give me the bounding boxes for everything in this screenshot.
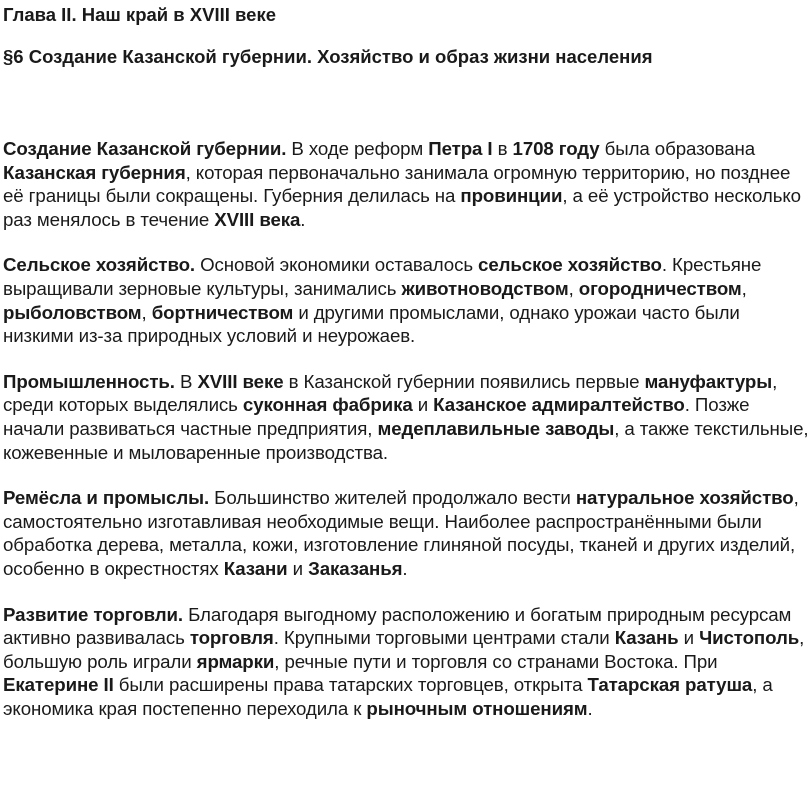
bold-term: Ремёсла и промыслы. bbox=[3, 487, 210, 509]
section-title: §6 Создание Казанской губернии. Хозяйство и образ жизни населения bbox=[3, 46, 653, 67]
text-run: была образована bbox=[599, 138, 756, 159]
text-run: , речные пути и торговля со странами Востока. При bbox=[274, 650, 718, 672]
text-run: . bbox=[300, 208, 306, 230]
bold-term: Промышленность. bbox=[3, 370, 175, 392]
text-run: . bbox=[587, 697, 593, 719]
bold-term: 1708 году bbox=[512, 138, 600, 159]
bold-term: животноводством bbox=[401, 277, 569, 299]
text-run: . Крестьяне выращивали зерновые культуры, занимались bbox=[3, 254, 762, 299]
bold-term: медеплавильные заводы bbox=[377, 417, 615, 439]
bold-term: сельское хозяйство bbox=[478, 254, 662, 276]
text-run: , самостоятельно изготавливая необходимые вещи. Наиболее распространёнными были обработка дерева, металла, кожи, изготовление глиняной посуды, тканей и других изделий, особенно в окрестностях bbox=[3, 487, 799, 579]
bold-term: рыночным отношениям bbox=[366, 697, 588, 719]
bold-term: Заказанья bbox=[308, 557, 403, 579]
paragraph-agriculture bbox=[3, 253, 809, 347]
paragraph-industry bbox=[3, 370, 809, 464]
text-run: и bbox=[287, 557, 309, 579]
bold-term: ярмарки bbox=[196, 650, 275, 672]
bold-term: Казань bbox=[614, 627, 679, 649]
bold-term: огородничеством bbox=[578, 277, 742, 299]
bold-term: рыболовством bbox=[3, 301, 142, 323]
bold-term: натуральное хозяйство bbox=[575, 487, 794, 509]
bold-term: XVIII века bbox=[214, 208, 301, 230]
bold-term: XVIII веке bbox=[197, 370, 284, 392]
text-run: . bbox=[402, 557, 408, 579]
paragraph-kazan-governorate bbox=[3, 137, 809, 231]
text-run: были расширены права татарских торговцев, открыта bbox=[113, 674, 588, 696]
bold-term: суконная фабрика bbox=[242, 394, 413, 416]
bold-term: Создание Казанской губернии. bbox=[3, 138, 287, 159]
bold-term: торговля bbox=[189, 627, 274, 649]
bold-term: Петра I bbox=[428, 138, 493, 159]
bold-term: Екатерине II bbox=[3, 674, 114, 696]
bold-term: Казанская губерния bbox=[3, 161, 186, 183]
bold-term: Казани bbox=[223, 557, 288, 579]
bold-term: Развитие торговли. bbox=[3, 603, 184, 625]
text-run: и bbox=[412, 394, 434, 416]
paragraph-trade bbox=[3, 603, 809, 721]
text-run: , большую роль играли bbox=[3, 627, 805, 672]
text-run: . Позже начали развиваться частные предприятия, bbox=[3, 394, 750, 439]
bold-term: Татарская ратуша bbox=[587, 674, 753, 696]
text-run: , а также текстильные, кожевенные и мыловаренные производства. bbox=[3, 417, 809, 463]
text-run: , bbox=[568, 277, 579, 299]
text-run: в bbox=[492, 138, 513, 159]
text-run: Благодаря выгодному расположению и богатым природным ресурсам активно развивалась bbox=[3, 603, 792, 649]
text-run: , среди которых выделялись bbox=[3, 370, 778, 416]
text-run: Основой экономики оставалось bbox=[195, 254, 479, 276]
text-run: , а её устройство несколько раз менялось в течение bbox=[3, 185, 801, 230]
text-run: в Казанской губернии появились первые bbox=[283, 370, 645, 392]
bold-term: Казанское адмиралтейство bbox=[433, 394, 685, 416]
text-run: В bbox=[174, 370, 198, 392]
paragraph-crafts bbox=[3, 486, 809, 580]
chapter-title: Глава II. Наш край в XVIII веке bbox=[3, 4, 277, 25]
text-run: . Крупными торговыми центрами стали bbox=[273, 627, 615, 649]
bold-term: мануфактуры bbox=[644, 370, 773, 392]
text-run: , bbox=[141, 301, 152, 323]
bold-term: бортничеством bbox=[151, 301, 294, 323]
text-run: Большинство жителей продолжало вести bbox=[209, 487, 576, 509]
text-run: , которая первоначально занимала огромную территорию, но позднее её границы были сокращены. Губерния делилась на bbox=[3, 161, 791, 207]
bold-term: Сельское хозяйство. bbox=[3, 254, 196, 276]
bold-term: провинции bbox=[460, 185, 563, 207]
text-run: и другими промыслами, однако урожаи часто были низкими из-за природных условий и неурожаев. bbox=[3, 301, 740, 347]
text-run: , bbox=[741, 277, 747, 299]
text-run: В ходе реформ bbox=[286, 138, 429, 159]
bold-term: Чистополь bbox=[699, 627, 800, 649]
text-run: и bbox=[678, 627, 700, 649]
text-run: , а экономика края постепенно переходила к bbox=[3, 674, 773, 719]
